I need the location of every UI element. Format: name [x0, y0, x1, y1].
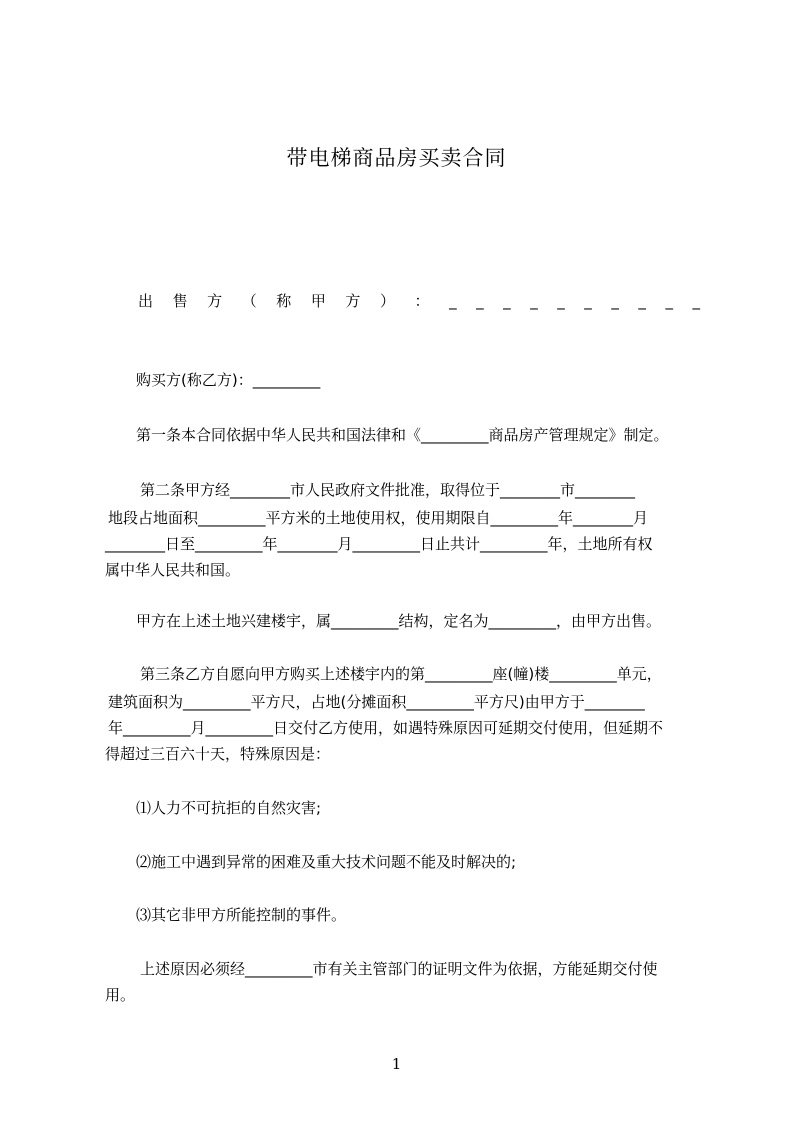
- reason-3: ⑶其它非甲方所能控制的事件。: [136, 906, 347, 924]
- seller-char: 方: [207, 292, 223, 310]
- article-3-line-1: 第三条乙方自愿向甲方购买上述楼宇内的第_________座(幢)楼_________单元，: [140, 665, 662, 683]
- seller-blank: _: [530, 292, 538, 310]
- article-1: 第一条本合同依据中华人民共和国法律和《_________商品房产管理规定》制定。: [136, 426, 669, 444]
- seller-char: 方: [345, 292, 361, 310]
- article-2-line-3: ________日至_________年________月_________日止共计_________年，土地所有权: [105, 535, 653, 553]
- seller-char: 出: [138, 292, 154, 310]
- article-2-line-1: 第二条甲方经________市人民政府文件批准，取得位于________市________: [140, 481, 636, 499]
- seller-char: 售: [172, 292, 188, 310]
- buyer-line: 购买方(称乙方)：_________: [136, 371, 321, 389]
- seller-char: 称: [276, 292, 292, 310]
- paragraph-proof-line-1: 上述原因必须经_________市有关主管部门的证明文件为依据，方能延期交付使: [140, 960, 658, 978]
- paragraph-build: 甲方在上述土地兴建楼宇，属_________结构，定名为_________，由甲方出售。: [136, 612, 662, 630]
- seller-blank: _: [611, 292, 619, 310]
- seller-char: （: [241, 292, 257, 310]
- seller-blank: _: [503, 292, 511, 310]
- paragraph-proof-line-2: 用。: [105, 986, 136, 1004]
- seller-blank: _: [476, 292, 484, 310]
- reason-1: ⑴人力不可抗拒的自然灾害;: [136, 799, 322, 817]
- seller-char: ：: [414, 292, 430, 310]
- seller-char: ）: [379, 292, 395, 310]
- seller-blank: _: [692, 292, 700, 310]
- seller-blank: _: [638, 292, 646, 310]
- seller-char: 甲: [310, 292, 326, 310]
- article-2-line-2: 地段占地面积_________平方米的土地使用权，使用期限自_________年________月: [108, 509, 649, 527]
- page-number: 1: [391, 1055, 402, 1073]
- article-3-line-4: 得超过三百六十天，特殊原因是：: [105, 745, 331, 763]
- seller-blank: _: [557, 292, 565, 310]
- article-2-line-4: 属中华人民共和国。: [105, 561, 241, 579]
- seller-blank: _: [665, 292, 673, 310]
- seller-line: [138, 291, 700, 311]
- article-3-line-2: 建筑面积为_________平方尺，占地(分摊面积_________平方尺)由甲方于________: [108, 693, 645, 711]
- article-3-line-3: 年_________月_________日交付乙方使用，如遇特殊原因可延期交付使用，但延期不: [108, 719, 664, 737]
- seller-blank: _: [449, 292, 457, 310]
- page-title: 带电梯商品房买卖合同: [286, 146, 507, 170]
- seller-blank: _: [584, 292, 592, 310]
- reason-2: ⑵施工中遇到异常的困难及重大技术问题不能及时解决的;: [136, 853, 517, 871]
